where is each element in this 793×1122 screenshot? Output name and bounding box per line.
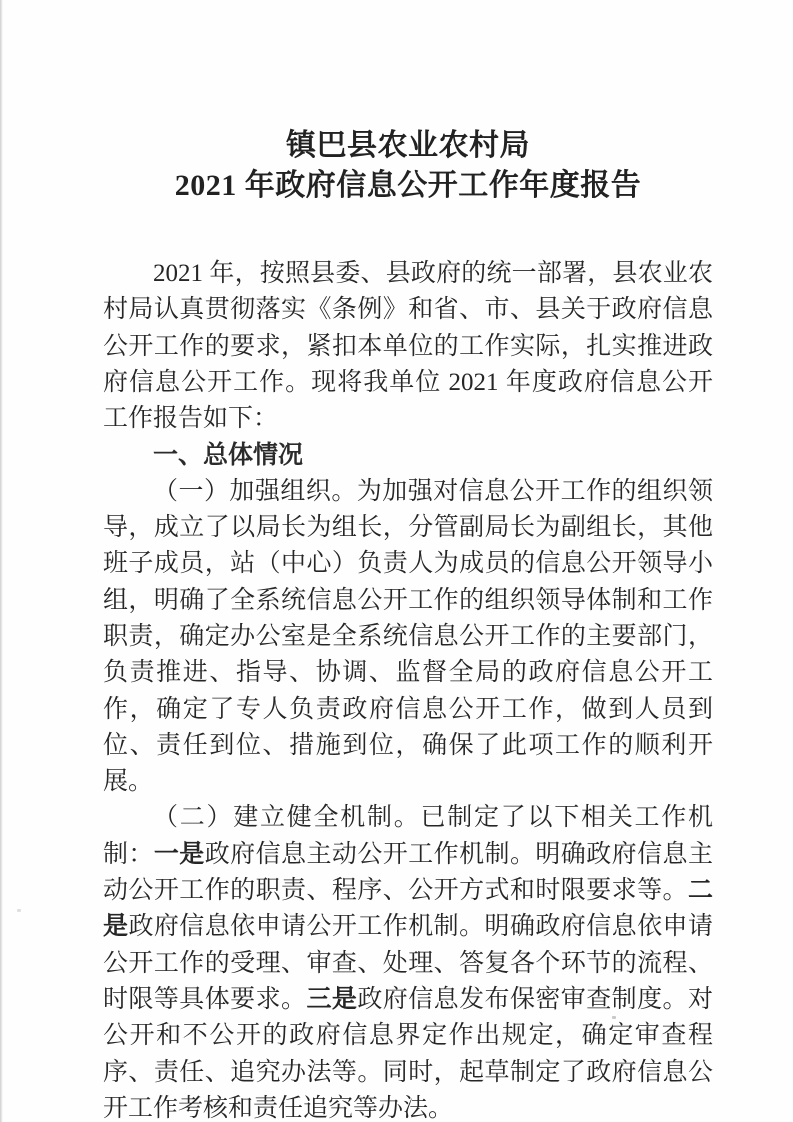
document-body [103,256,713,1122]
document-content [103,126,713,1122]
scan-noise-speck [17,909,21,912]
paragraph-segment: 政府信息发布保密审查制度。对公开和不公开的政府信息界定作出规定，确定审查程序、责任、追究办法等。同时，起草制定了政府信息公开工作考核和责任追究等办法。 [103,985,713,1122]
paragraph-strengthen-organization: （一）加强组织。为加强对信息公开工作的组织领导，成立了以局长为组长，分管副局长为副组长，其他班子成员，站（中心）负责人为成员的信息公开领导小组，明确了全系统信息公开工作的组织领导体制和工作职责，确定办公室是全系统信息公开工作的主要部门，负责推进、指导、协调、监督全局的政府信息公开工作，确定了专人负责政府信息公开工作，做到人员到位、责任到位、措施到位，确保了此项工作的顺利开展。 [103,477,713,796]
section-heading-overall-situation: 一、总体情况 [153,441,304,470]
paragraph-segment: 政府信息依申请公开工作机制。明确政府信息依申请公开工作的受理、审查、处理、答复各个环节的流程、时限等具体要求。 [103,913,713,1013]
paragraph-segment: 政府信息主动公开工作机制。明确政府信息主动公开工作的职责、程序、公开方式和时限要求等。 [103,840,713,905]
paragraph-segment-emphasis-first: 一是 [153,840,205,868]
intro-paragraph: 2021 年，按照县委、县政府的统一部署，县农业农村局认真贯彻落实《条例》和省、市、县关于政府信息公开工作的要求，紧扣本单位的工作实际，扎实推进政府信息公开工作。现将我单位 2021 年度政府信息公开工作报告如下： [103,260,713,433]
paragraph-segment-emphasis-second: 二是 [103,877,713,941]
paragraph-establish-mechanisms [103,800,713,1122]
paragraph-segment: （二）建立健全机制。已制定了以下相关工作机制： [103,804,713,868]
document-title [103,126,713,206]
document-title-line-2: 2021 年政府信息公开工作年度报告 [174,169,642,202]
scan-left-edge-artifact [0,0,3,1122]
paragraph-segment-emphasis-third: 三是 [306,985,358,1013]
document-title-line-1: 镇巴县农业农村局 [286,129,530,162]
